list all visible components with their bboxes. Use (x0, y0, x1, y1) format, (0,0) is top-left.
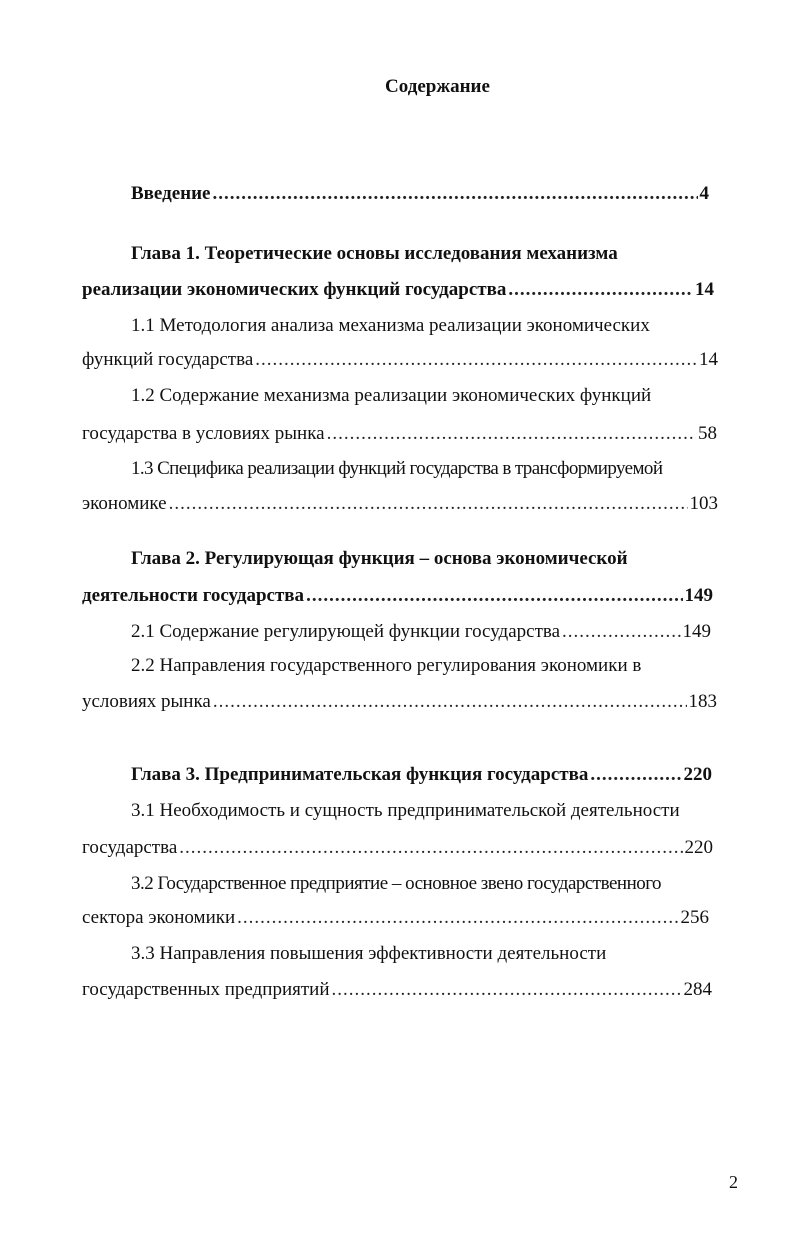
dot-leader (306, 582, 682, 610)
toc-entry-label: сектора экономики (82, 907, 236, 928)
toc-entry-page: 103 (689, 493, 718, 514)
dot-leader (590, 761, 681, 789)
dot-leader (255, 346, 697, 374)
toc-section-3-2-title: 3.2 Государственное предприятие – основное звено государственного (131, 873, 662, 894)
toc-section-1-2-title: 1.2 Содержание механизма реализации экономических функций (131, 385, 652, 406)
dot-leader (237, 904, 678, 932)
toc-chapter-1 (82, 276, 714, 304)
toc-section-2-2 (82, 688, 717, 716)
toc-entry-introduction (131, 180, 709, 208)
toc-entry-label: экономике (82, 493, 167, 514)
dot-leader (332, 976, 682, 1004)
toc-chapter-2-title: Глава 2. Регулирующая функция – основа экономической (131, 548, 628, 569)
toc-entry-page: 149 (682, 621, 711, 642)
toc-section-3-2 (82, 904, 709, 932)
toc-section-2-2-title: 2.2 Направления государственного регулирования экономики в (131, 655, 642, 676)
dot-leader (213, 688, 687, 716)
page-title: Содержание (385, 76, 490, 97)
toc-entry-page: 149 (684, 585, 713, 606)
toc-section-3-3 (82, 976, 712, 1004)
toc-entry-page: 183 (688, 691, 717, 712)
toc-entry-label: государства в условиях рынка (82, 423, 325, 444)
toc-entry-label: Глава 3. Предпринимательская функция государства (131, 764, 589, 785)
toc-chapter-1-title: Глава 1. Теоретические основы исследования механизма (131, 243, 618, 264)
toc-section-3-1 (82, 834, 713, 862)
dot-leader (169, 490, 688, 518)
toc-section-1-1-title: 1.1 Методология анализа механизма реализации экономических (131, 315, 650, 336)
toc-chapter-3 (131, 761, 712, 789)
toc-entry-label: государства (82, 837, 178, 858)
toc-entry-page: 220 (683, 764, 712, 785)
page-number: 2 (729, 1172, 738, 1192)
toc-section-2-1 (131, 618, 711, 646)
toc-entry-page: 4 (699, 183, 709, 204)
toc-entry-label: Введение (131, 183, 211, 204)
dot-leader (179, 834, 682, 862)
dot-leader (508, 276, 693, 304)
toc-entry-page: 14 (695, 279, 714, 300)
toc-section-1-2 (82, 420, 717, 448)
toc-entry-page: 256 (680, 907, 709, 928)
toc-entry-label: функций государства (82, 349, 254, 370)
toc-entry-page: 284 (683, 979, 712, 1000)
toc-section-3-3-title: 3.3 Направления повышения эффективности деятельности (131, 943, 607, 964)
toc-entry-page: 58 (698, 423, 717, 444)
toc-section-1-3 (82, 490, 718, 518)
toc-chapter-2 (82, 582, 713, 610)
toc-entry-label: 2.1 Содержание регулирующей функции государства (131, 621, 561, 642)
toc-section-1-3-title: 1.3 Специфика реализации функций государства в трансформируемой (131, 458, 663, 479)
toc-section-3-1-title: 3.1 Необходимость и сущность предпринимательской деятельности (131, 800, 680, 821)
toc-section-1-1 (82, 346, 718, 374)
dot-leader (213, 180, 698, 208)
toc-entry-label: условиях рынка (82, 691, 211, 712)
toc-entry-page: 220 (684, 837, 713, 858)
toc-entry-page: 14 (699, 349, 718, 370)
toc-entry-label: деятельности государства (82, 585, 305, 606)
dot-leader (327, 420, 696, 448)
dot-leader (562, 618, 680, 646)
toc-entry-label: государственных предприятий (82, 979, 330, 1000)
toc-entry-label: реализации экономических функций государства (82, 279, 507, 300)
